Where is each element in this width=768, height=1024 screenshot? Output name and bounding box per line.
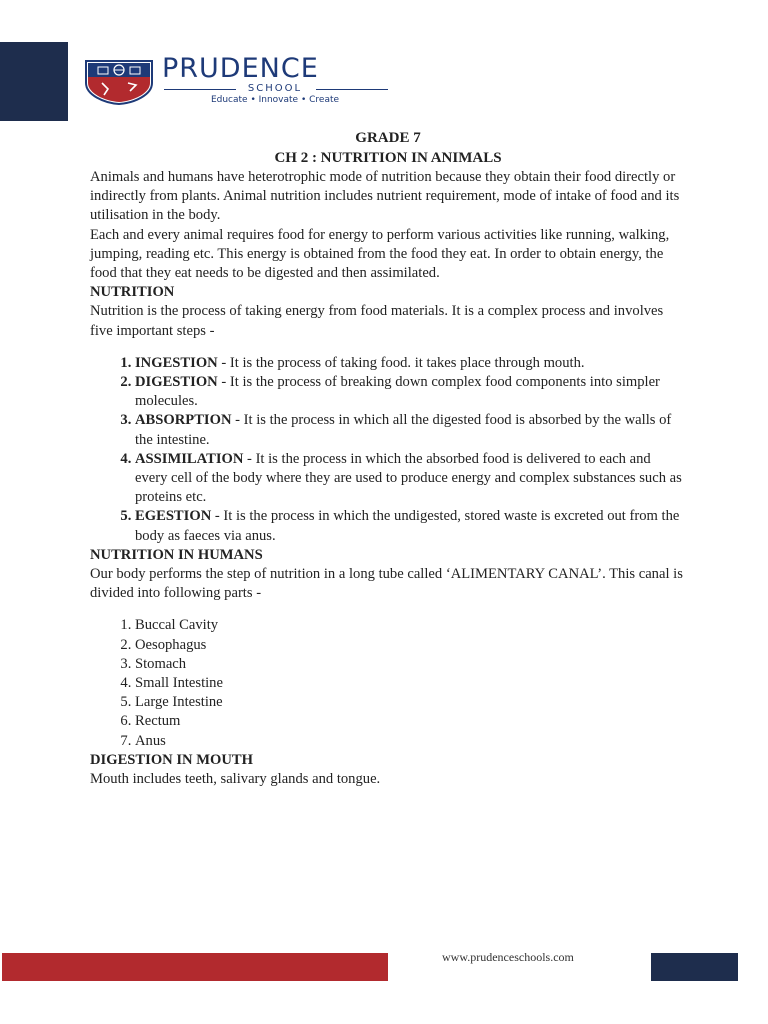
brand-divider-right <box>316 89 388 90</box>
brand-tagline: Educate • Innovate • Create <box>210 95 340 105</box>
header-corner-block <box>0 42 68 121</box>
footer-navy-bar <box>651 953 738 981</box>
list-item: 3. Stomach <box>135 655 686 674</box>
footer-website-url: www.prudenceschools.com <box>442 950 574 964</box>
step-term: DIGESTION <box>135 374 218 391</box>
list-item: 7. Anus <box>135 732 686 751</box>
intro-paragraph-2: Each and every animal requires food for energy to perform various activities like running, walking, jumping, reading etc. This energy is obtained from the food they eat. In order to obtain energy, the food that they eat needs to be digested and then assimilated. <box>90 226 670 282</box>
chapter-heading: CH 2 : NUTRITION IN ANIMALS <box>274 150 502 166</box>
document-body <box>90 128 686 789</box>
school-logo <box>84 53 394 109</box>
nutrition-heading: NUTRITION <box>90 284 175 301</box>
humans-paragraph: Our body performs the step of nutrition in a long tube called ‘ALIMENTARY CANAL’. This canal is divided into following parts - <box>90 566 683 602</box>
step-description: - It is the process in which the absorbed food is delivered to each and every cell of the body where they are used to produce energy and complex substances such as proteins etc. <box>135 450 682 506</box>
alimentary-parts-list <box>90 616 686 750</box>
step-term: EGESTION <box>135 508 212 525</box>
intro-paragraph-1: Animals and humans have heterotrophic mode of nutrition because they obtain their food directly or indirectly from plants. Animal nutrition includes nutrient requirement, mode of intake of food and its utilisation in the body. <box>90 169 680 224</box>
list-item <box>135 373 686 411</box>
step-term: ASSIMILATION <box>135 450 244 467</box>
grade-heading: GRADE 7 <box>355 130 421 146</box>
school-crest-icon <box>84 59 154 105</box>
list-item: 6. Rectum <box>135 712 686 731</box>
footer-red-bar <box>2 953 388 981</box>
mouth-heading: DIGESTION IN MOUTH <box>90 751 253 768</box>
list-item: 2. Oesophagus <box>135 636 686 655</box>
brand-subtitle: SCHOOL <box>247 83 303 94</box>
step-description: - It is the process of taking food. it takes place through mouth. <box>217 354 585 371</box>
step-description: - It is the process in which all the digested food is absorbed by the walls of the intestine. <box>135 412 672 448</box>
list-item <box>135 411 686 449</box>
list-item: 4. Small Intestine <box>135 674 686 693</box>
nutrition-paragraph: Nutrition is the process of taking energy from food materials. It is a complex process and involves five important steps - <box>90 303 664 339</box>
step-description: - It is the process in which the undigested, stored waste is excreted out from the body as faeces via anus. <box>135 508 680 544</box>
list-item <box>135 507 686 545</box>
step-term: ABSORPTION <box>135 412 232 429</box>
humans-heading: NUTRITION IN HUMANS <box>90 546 263 563</box>
mouth-paragraph: Mouth includes teeth, salivary glands and tongue. <box>90 771 381 788</box>
nutrition-steps-list <box>90 354 686 546</box>
step-term: INGESTION <box>135 354 218 371</box>
list-item <box>135 450 686 508</box>
brand-name: PRUDENCE <box>162 53 319 84</box>
list-item <box>135 354 686 373</box>
step-description: - It is the process of breaking down complex food components into simpler molecules. <box>135 374 660 410</box>
list-item: 5. Large Intestine <box>135 693 686 712</box>
list-item: 1. Buccal Cavity <box>135 616 686 635</box>
